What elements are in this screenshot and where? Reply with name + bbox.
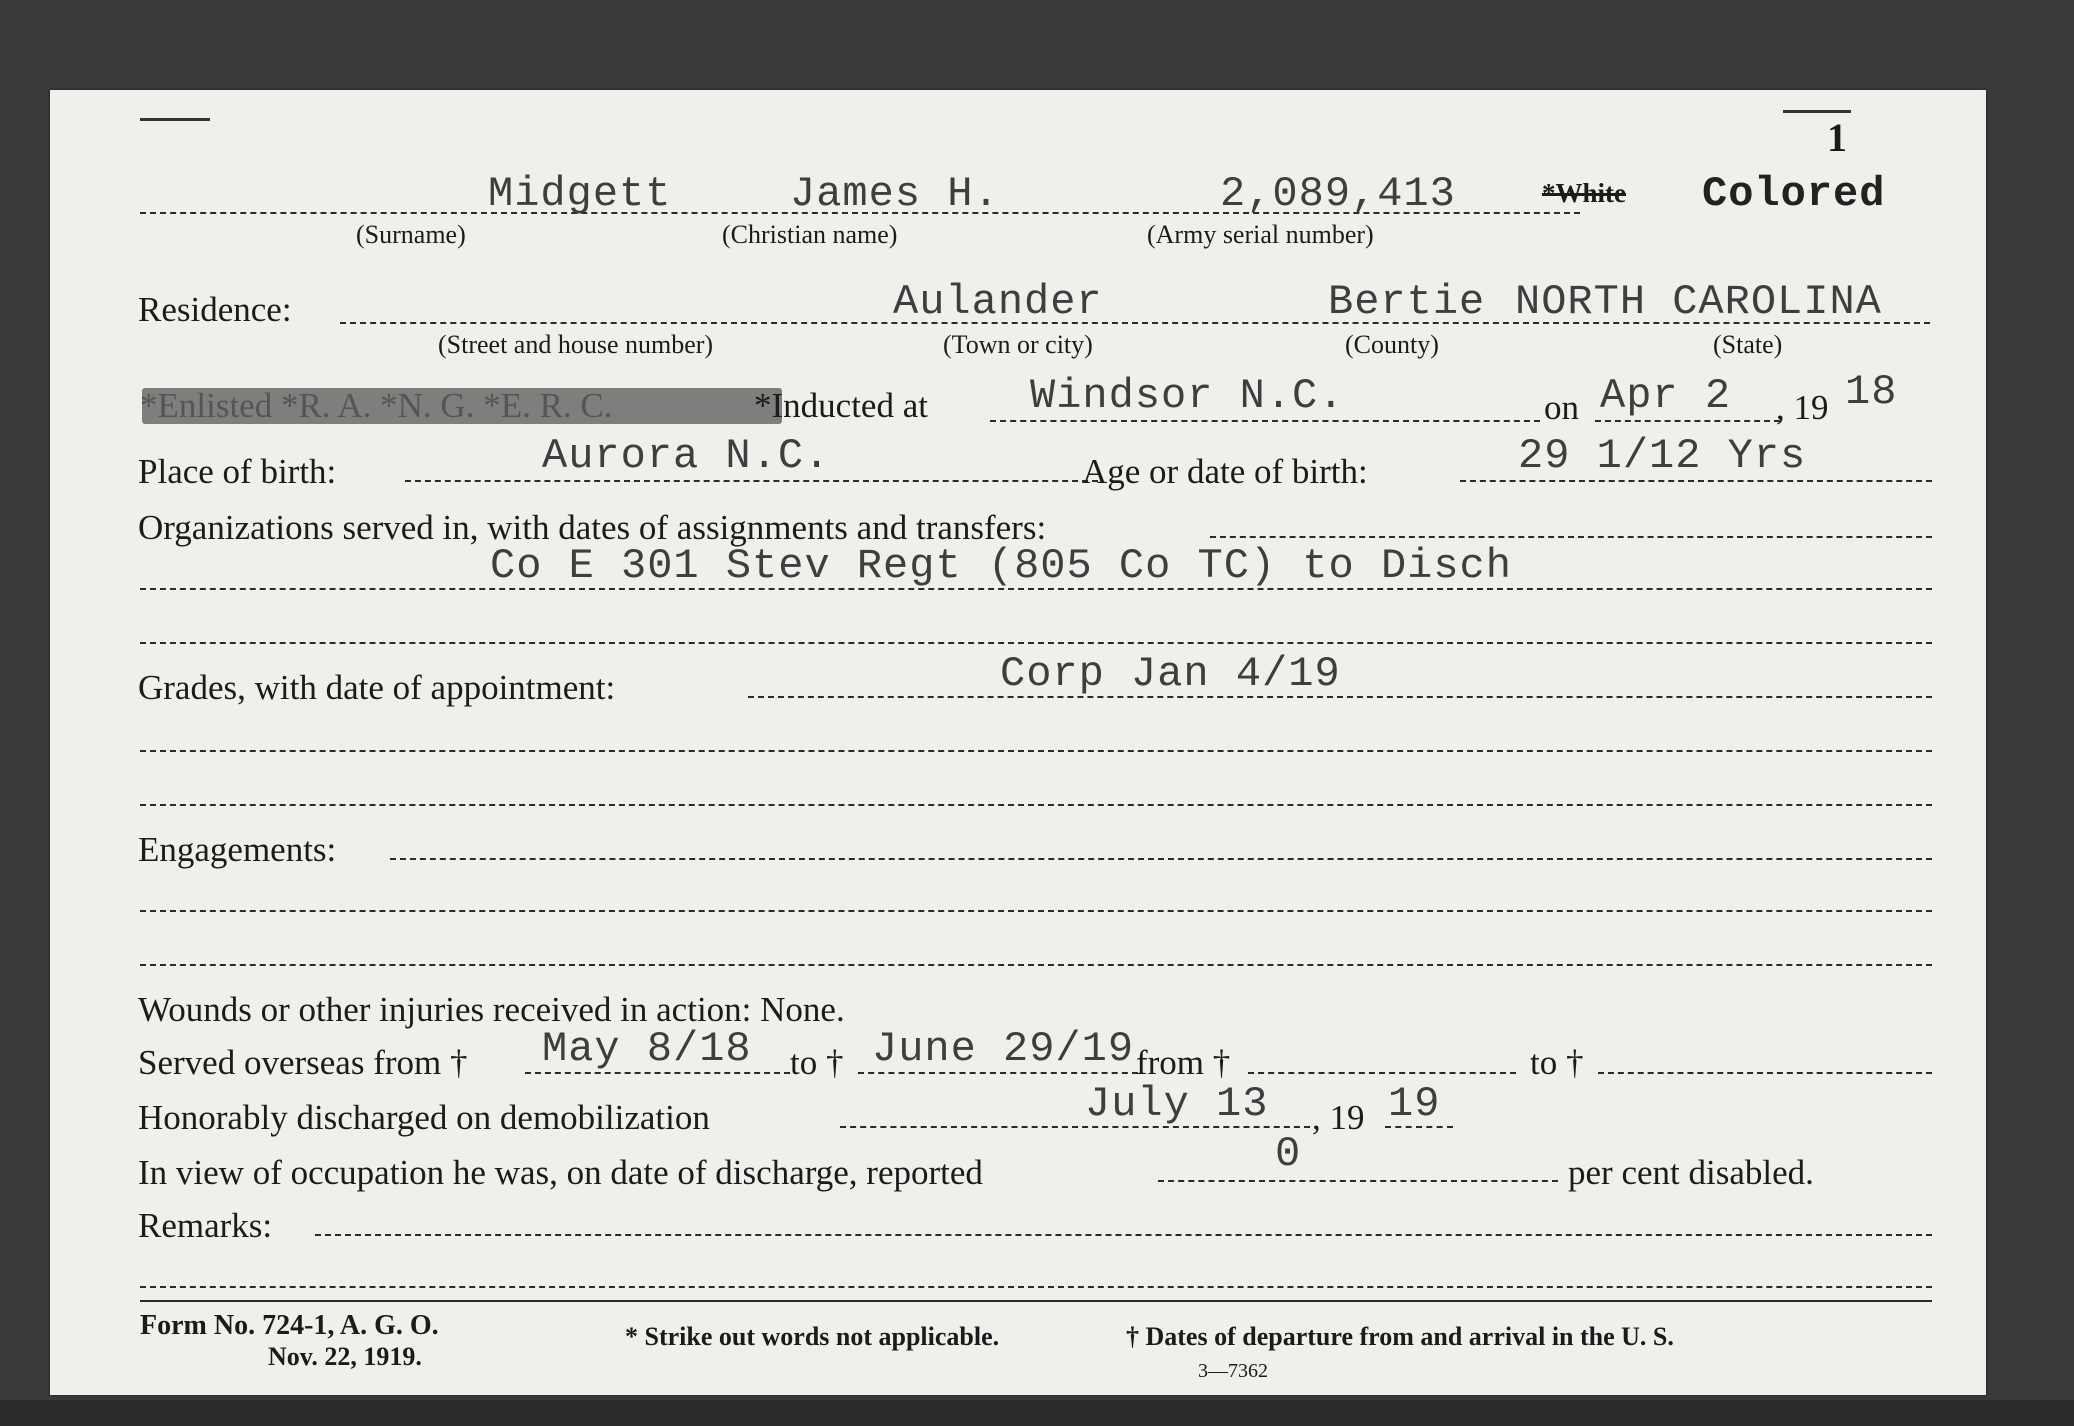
print-code: 3—7362 [1198, 1360, 1268, 1382]
caption-street: (Street and house number) [438, 330, 714, 359]
caption-christian-name: (Christian name) [722, 220, 898, 249]
struck-enlistment-options: *Enlisted *R. A. *N. G. *E. R. C. [140, 386, 613, 425]
organizations-line-3 [140, 642, 1932, 644]
age-line [1460, 480, 1932, 482]
overseas-to-value: June 29/19 [872, 1025, 1135, 1073]
engagements-line-2 [140, 910, 1932, 912]
served-overseas-label: Served overseas from † [138, 1043, 468, 1082]
state-value: NORTH CAROLINA [1515, 278, 1882, 326]
induction-year-prefix: , 19 [1776, 388, 1829, 427]
race-value: Colored [1702, 170, 1886, 218]
overseas-from-value: May 8/18 [542, 1025, 752, 1073]
remarks-line-2 [140, 1286, 1932, 1288]
town-value: Aulander [893, 278, 1103, 326]
caption-town: (Town or city) [943, 330, 1093, 359]
disability-value: 0 [1275, 1130, 1302, 1178]
caption-surname: (Surname) [356, 220, 466, 249]
caption-county: (County) [1345, 330, 1439, 359]
place-of-birth-label: Place of birth: [138, 452, 337, 491]
place-of-birth-line [405, 480, 1098, 482]
caption-state: (State) [1713, 330, 1783, 359]
disability-suffix: per cent disabled. [1568, 1153, 1814, 1192]
overseas-to-label: to † [790, 1043, 844, 1082]
grades-value: Corp Jan 4/19 [1000, 650, 1341, 698]
induction-date-value: Apr 2 [1600, 372, 1732, 420]
disability-line [1158, 1180, 1558, 1182]
christian-name-value: James H. [790, 170, 1000, 218]
wounds-text: Wounds or other injuries received in action: None. [138, 990, 845, 1029]
engagements-label: Engagements: [138, 830, 337, 869]
discharge-year-value: 19 [1388, 1080, 1441, 1128]
discharge-date-value: July 13 [1085, 1080, 1269, 1128]
age-value: 29 1/12 Yrs [1518, 432, 1807, 480]
place-of-birth-value: Aurora N.C. [542, 432, 831, 480]
scanner-background [0, 1400, 2074, 1426]
organizations-label: Organizations served in, with dates of assignments and transfers: [138, 508, 1047, 547]
inducted-at-label: *Inducted at [754, 386, 928, 425]
engagements-line-3 [140, 964, 1932, 966]
footnote-strike: * Strike out words not applicable. [625, 1322, 1000, 1351]
on-label: on [1544, 388, 1579, 427]
caption-serial-number: (Army serial number) [1147, 220, 1374, 249]
form-number: Form No. 724-1, A. G. O. [140, 1310, 439, 1341]
organizations-line-1 [1210, 536, 1932, 538]
overseas-to2-line [1598, 1072, 1932, 1074]
footer-rule [140, 1300, 1932, 1302]
remarks-line-1 [315, 1234, 1932, 1236]
discharge-label: Honorably discharged on demobilization [138, 1098, 710, 1137]
serial-number-value: 2,089,413 [1220, 170, 1456, 218]
surname-value: Midgett [488, 170, 672, 218]
induction-date-line [1595, 420, 1780, 422]
inducted-place-line [990, 420, 1540, 422]
form-date: Nov. 22, 1919. [268, 1342, 422, 1371]
grades-line-2 [140, 750, 1932, 752]
grades-line-3 [140, 804, 1932, 806]
card-number: 1 [1827, 115, 1847, 160]
county-value: Bertie [1328, 278, 1486, 326]
discharge-year-prefix: , 19 [1312, 1098, 1365, 1137]
overseas-to2-label: to † [1530, 1043, 1584, 1082]
footnote-dates: † Dates of departure from and arrival in the U. S. [1126, 1322, 1674, 1351]
race-white-struck: *White [1542, 178, 1626, 208]
grades-label: Grades, with date of appointment: [138, 668, 616, 707]
disability-label: In view of occupation he was, on date of discharge, reported [138, 1153, 983, 1192]
service-record-card [50, 90, 1986, 1395]
remarks-label: Remarks: [138, 1206, 273, 1245]
induction-year-value: 18 [1845, 368, 1898, 416]
organizations-value: Co E 301 Stev Regt (805 Co TC) to Disch [490, 542, 1512, 590]
inducted-place-value: Windsor N.C. [1030, 372, 1345, 420]
residence-label: Residence: [138, 290, 292, 329]
overseas-from2-label: from † [1136, 1043, 1231, 1082]
age-label: Age or date of birth: [1082, 452, 1368, 491]
top-left-rule [140, 118, 210, 121]
engagements-line-1 [390, 858, 1932, 860]
overseas-from2-line [1248, 1072, 1516, 1074]
top-right-rule [1783, 110, 1851, 113]
